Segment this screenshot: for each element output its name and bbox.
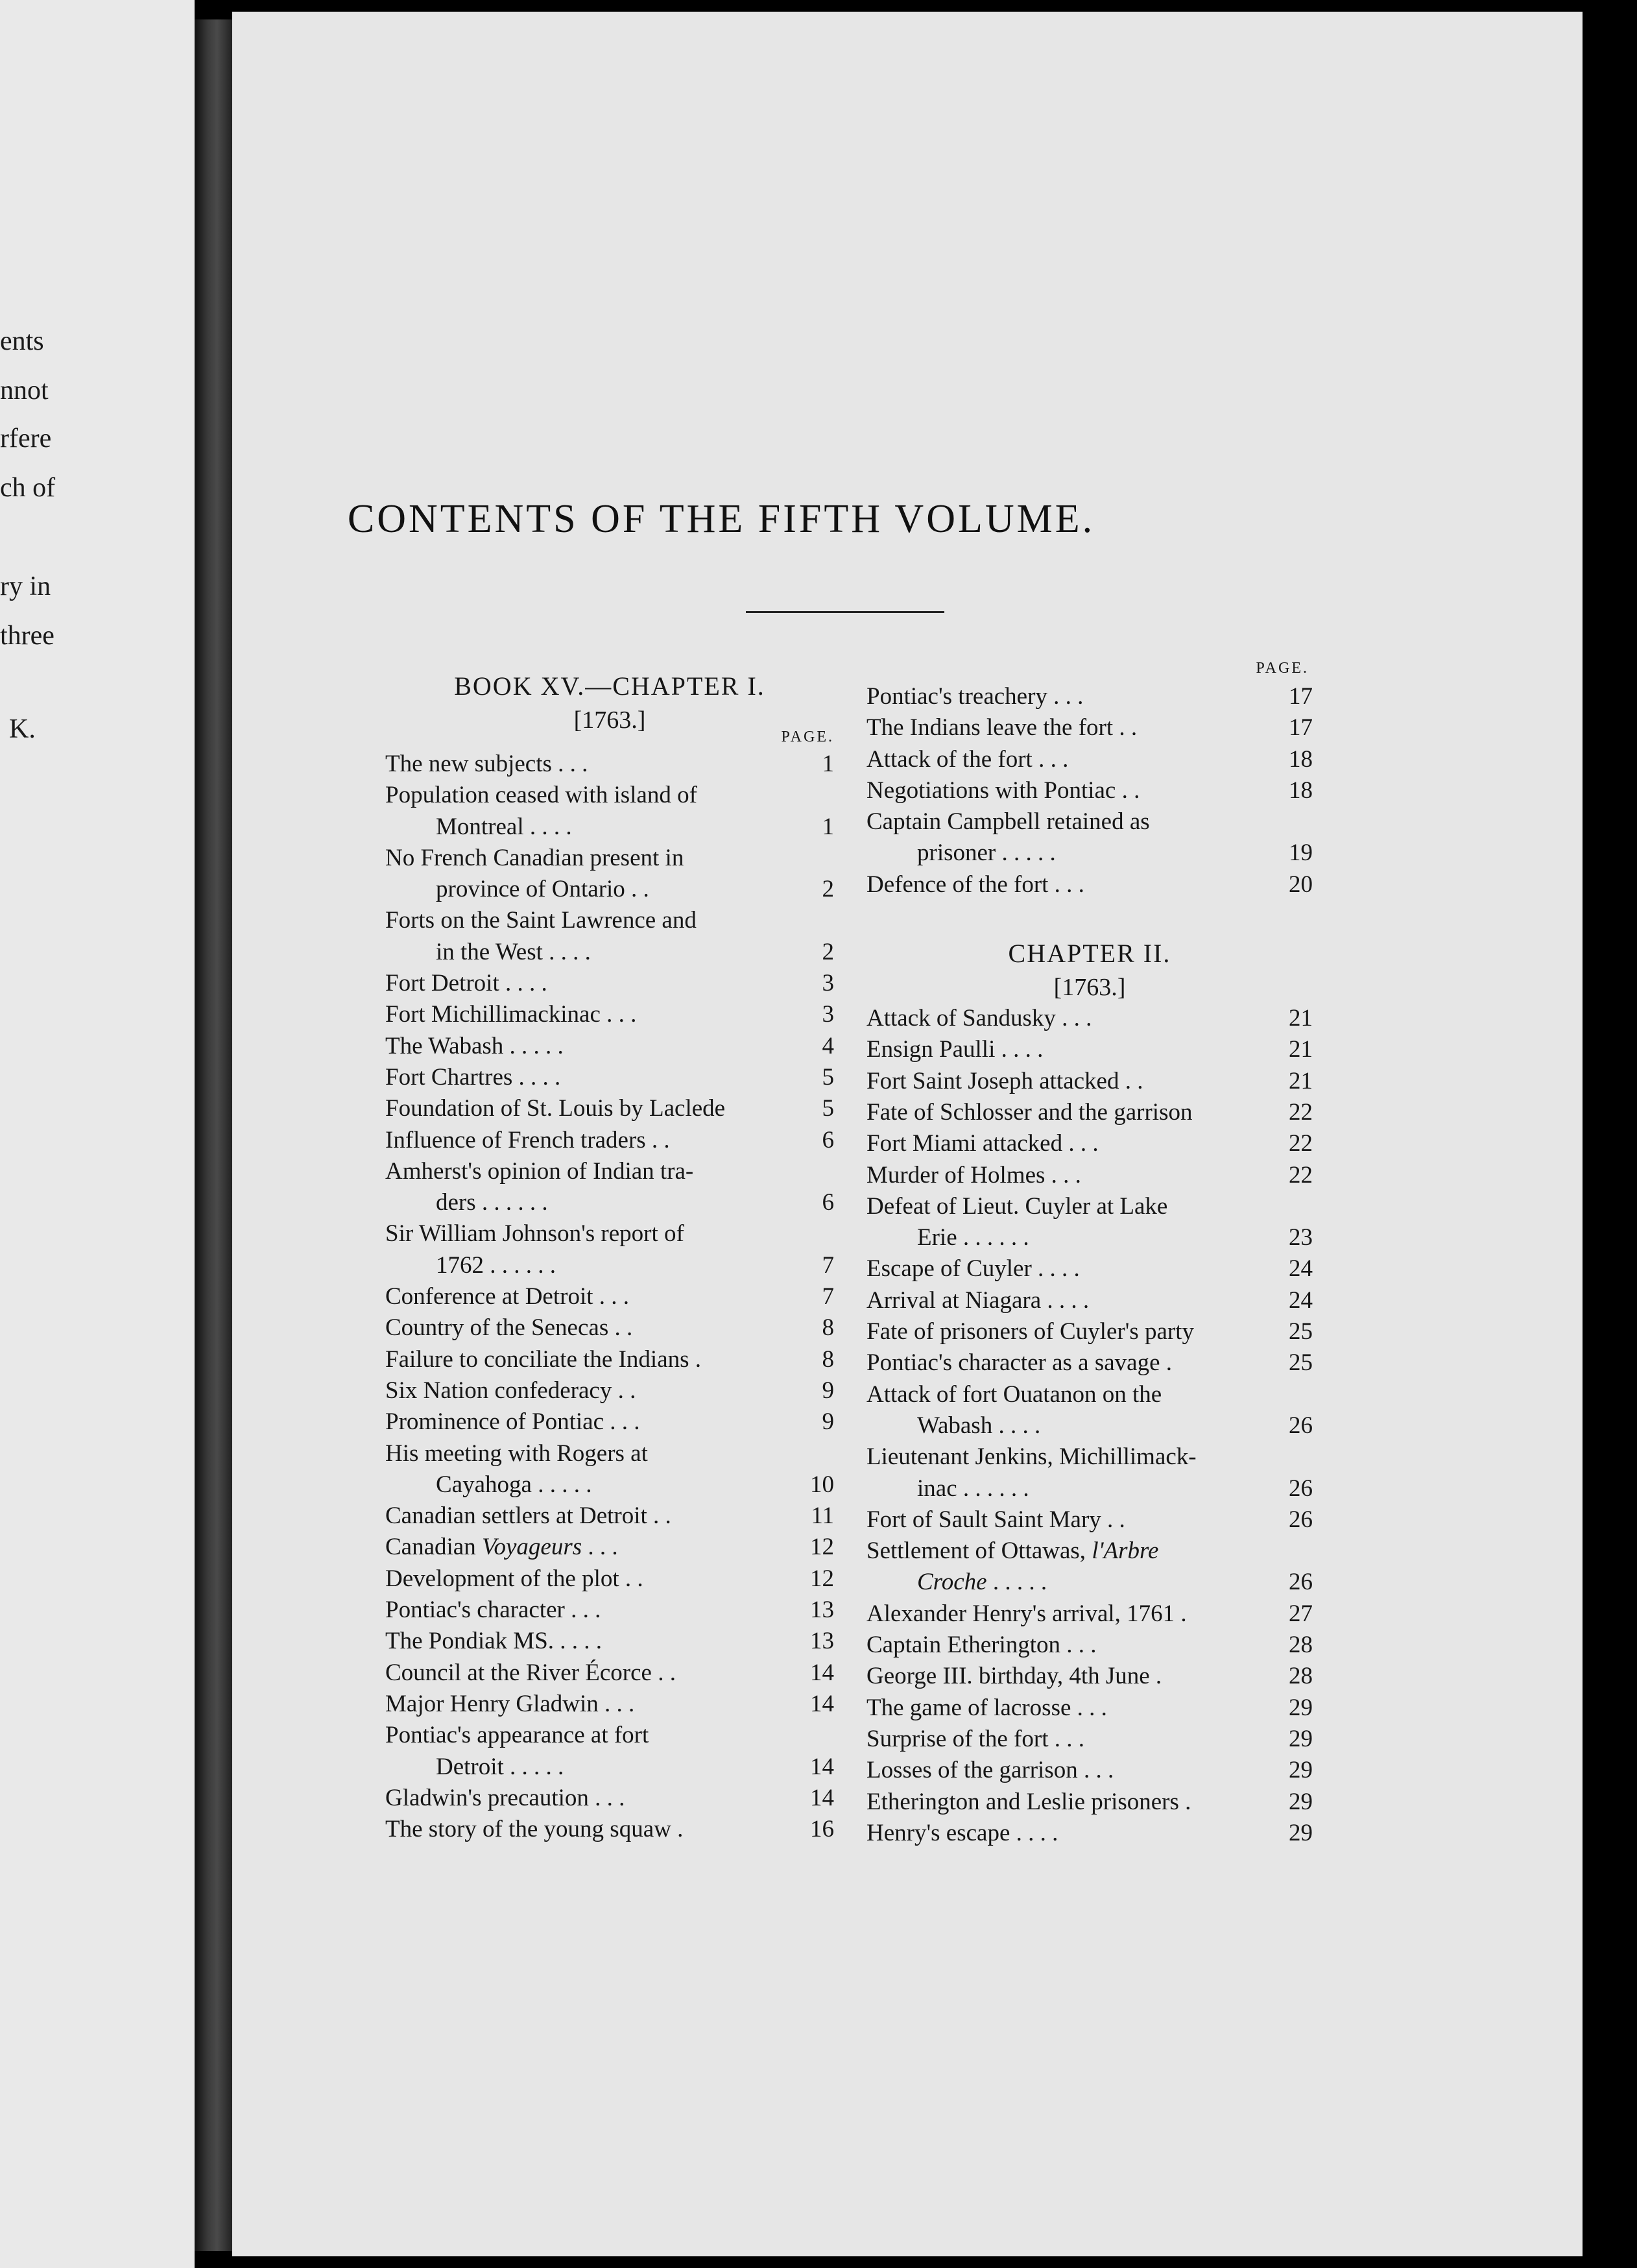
entry-title-line: Fort Detroit . . . . [385,970,547,997]
facing-page-fragment: ry in [0,572,51,601]
entry-title-line: Major Henry Gladwin . . . [385,1690,635,1717]
entry-page-number: 22 [1289,1098,1313,1126]
contents-entry [866,1630,1313,1661]
contents-entry [866,1066,1313,1097]
entry-page-number: 13 [810,1628,834,1655]
contents-entry [385,1814,834,1845]
entry-title-line: Ensign Paulli . . . . [866,1036,1044,1063]
entry-title-line: Amherst's opinion of Indian tra- [385,1157,694,1185]
entry-title-line: Fort Chartres . . . . [385,1063,561,1091]
facing-page-fragment: nnot [0,376,49,405]
chapter-heading: CHAPTER II. [1008,939,1171,969]
entry-page-number: 24 [1289,1286,1313,1314]
entry-page-number: 27 [1289,1600,1313,1627]
entry-title-line: Henry's escape . . . . [866,1819,1058,1846]
entry-page-number: 16 [810,1816,834,1843]
entry-title-line: Fate of Schlosser and the garrison [866,1098,1193,1126]
entry-title-line: Cayahoga . . . . . [436,1471,592,1498]
entry-title-line: ders . . . . . . [436,1189,548,1216]
contents-entry [385,968,834,999]
entry-title-line: Losses of the garrison . . . [866,1757,1114,1784]
entry-title-line: Detroit . . . . . [436,1753,564,1780]
entry-page-number: 20 [1289,871,1313,898]
contents-entry [385,1658,834,1689]
entry-page-number: 26 [1289,1475,1313,1502]
entry-page-number: 12 [810,1534,834,1561]
contents-entry [866,1598,1313,1630]
entry-page-number: 9 [822,1408,834,1436]
entry-page-number: 1 [822,813,834,840]
entry-page-number: 25 [1289,1349,1313,1377]
entry-page-number: 23 [1289,1224,1313,1251]
entry-page-number: 13 [810,1597,834,1624]
entry-title-line: inac . . . . . . [917,1475,1029,1502]
entry-title-line: Erie . . . . . . [917,1224,1029,1251]
entry-page-number: 10 [810,1471,834,1498]
page-column-label: PAGE. [1256,660,1309,677]
entry-title-line: Sir William Johnson's report of [385,1220,684,1248]
entry-title-line: Development of the plot . . [385,1565,643,1592]
entry-title-line: Pontiac's appearance at fort [385,1722,649,1749]
facing-page-fragment: ents [0,326,44,356]
entry-title-line: Population ceased with island of [385,782,697,809]
contents-entry [385,1595,834,1626]
entry-page-number: 26 [1289,1506,1313,1533]
entry-page-number: 7 [822,1283,834,1310]
contents-entry [866,712,1313,743]
right-contents-column [866,655,1313,1849]
contents-entry [866,1693,1313,1724]
entry-title-line: Lieutenant Jenkins, Michillimack- [866,1443,1197,1471]
entry-page-number: 29 [1289,1788,1313,1815]
entry-page-number: 26 [1289,1569,1313,1596]
entry-title-line: Defence of the fort . . . [866,871,1084,898]
contents-entry [866,1536,1313,1598]
contents-entry [866,1003,1313,1034]
entry-page-number: 8 [822,1345,834,1373]
entry-title-line: Arrival at Niagara . . . . [866,1286,1090,1314]
contents-entry [385,780,834,843]
book-spine-gutter [195,19,232,2251]
contents-entry [866,681,1313,712]
contents-entry [866,869,1313,900]
contents-entry [385,1062,834,1093]
contents-entry [866,806,1313,869]
entry-page-number: 14 [810,1753,834,1780]
entry-page-number: 1 [822,751,834,777]
contents-entry [385,1093,834,1124]
page-title: CONTENTS OF THE FIFTH VOLUME. [347,497,1095,541]
entry-title-line: Failure to conciliate the Indians . [385,1345,702,1373]
contents-entry [385,1125,834,1156]
contents-entry [385,1563,834,1595]
facing-page-fragment: three [0,621,54,651]
contents-entry [385,1783,834,1814]
contents-entry [385,1344,834,1375]
contents-entry-list [385,749,834,1845]
contents-entry [866,1097,1313,1128]
entry-title-line: The Wabash . . . . . [385,1032,564,1059]
entry-page-number: 18 [1289,745,1313,773]
entry-page-number: 14 [810,1690,834,1717]
entry-page-number: 5 [822,1063,834,1091]
title-rule [746,611,944,613]
entry-title-line: Pontiac's character . . . [385,1597,601,1624]
contents-entry [866,1442,1313,1504]
contents-entry [866,1285,1313,1316]
contents-entry [385,1626,834,1657]
entry-page-number: 22 [1289,1130,1313,1157]
entry-title-line: 1762 . . . . . . [436,1251,556,1279]
entry-title-line: No French Canadian present in [385,844,684,871]
facing-page-fragment: rfere [0,424,52,453]
entry-page-number: 8 [822,1314,834,1342]
entry-title-line: Montreal . . . . [436,813,572,840]
contents-entry [385,905,834,968]
entry-title-line: Fort Miami attacked . . . [866,1130,1099,1157]
entry-page-number: 28 [1289,1663,1313,1690]
entry-page-number: 24 [1289,1255,1313,1283]
entry-title-line: His meeting with Rogers at [385,1440,648,1467]
entry-page-number: 19 [1289,839,1313,867]
contents-entry [385,1689,834,1720]
entry-title-line: Escape of Cuyler . . . . [866,1255,1080,1283]
contents-entry [866,1316,1313,1347]
entry-title-line: The Indians leave the fort . . [866,714,1138,742]
entry-title-line: Attack of Sandusky . . . [866,1005,1092,1032]
chapter-year: [1763.] [1053,974,1126,1002]
contents-entry [866,1160,1313,1191]
contents-entry-list [866,1003,1313,1849]
entry-title-line: Influence of French traders . . [385,1126,670,1153]
contents-entry [866,1191,1313,1254]
contents-entry [866,1787,1313,1818]
entry-page-number: 6 [822,1189,834,1216]
entry-title-line: Fate of prisoners of Cuyler's party [866,1318,1195,1345]
entry-title-line: The new subjects . . . [385,751,588,777]
contents-entry [385,1156,834,1219]
entry-page-number: 17 [1289,714,1313,742]
entry-page-number: 11 [811,1502,834,1530]
contents-entry [385,1031,834,1062]
entry-title-line: Etherington and Leslie prisoners . [866,1788,1191,1815]
left-contents-column [385,668,834,1845]
entry-title-line: Council at the River Écorce . . [385,1659,676,1686]
entry-title-line: Fort Saint Joseph attacked . . [866,1067,1143,1094]
entry-title-line: Pontiac's treachery . . . [866,683,1084,710]
contents-entry [866,775,1313,806]
entry-title-line: The Pondiak MS. . . . . [385,1628,603,1655]
contents-entry [866,1755,1313,1786]
facing-page [0,0,195,2268]
contents-entry [866,1724,1313,1755]
contents-entry [866,744,1313,775]
contents-entry [385,843,834,906]
entry-page-number: 4 [822,1032,834,1059]
entry-title-line: Defeat of Lieut. Cuyler at Lake [866,1192,1168,1220]
entry-page-number: 9 [822,1377,834,1404]
entry-title-line: Six Nation confederacy . . [385,1377,636,1404]
entry-title-line: Croche . . . . . [917,1569,1047,1596]
entry-page-number: 21 [1289,1005,1313,1032]
contents-entry [385,1532,834,1563]
entry-title-line: Fort of Sault Saint Mary . . [866,1506,1125,1533]
entry-title-line: province of Ontario . . [436,876,649,903]
entry-title-line: prisoner . . . . . [917,839,1056,867]
entry-title-line: Conference at Detroit . . . [385,1283,630,1310]
entry-title-line: Prominence of Pontiac . . . [385,1408,640,1436]
entry-title-line: Gladwin's precaution . . . [385,1784,625,1811]
contents-entry [385,1720,834,1783]
entry-page-number: 26 [1289,1412,1313,1439]
entry-page-number: 3 [822,970,834,997]
contents-entry [385,1281,834,1312]
book-heading: BOOK XV.—CHAPTER I. [454,671,765,701]
entry-page-number: 18 [1289,777,1313,804]
entry-title-line: Forts on the Saint Lawrence and [385,907,697,934]
entry-page-number: 25 [1289,1318,1313,1345]
contents-entry [385,1375,834,1406]
entry-page-number: 21 [1289,1067,1313,1094]
entry-page-number: 17 [1289,683,1313,710]
entry-title-line: Foundation of St. Louis by Laclede [385,1095,726,1122]
contents-entry [385,1406,834,1438]
facing-page-fragment: K. [9,714,36,744]
entry-title-line: Country of the Senecas . . [385,1314,633,1342]
contents-entry [385,1501,834,1532]
contents-entry [385,749,834,780]
entry-page-number: 29 [1289,1725,1313,1752]
page-column-label: PAGE. [781,729,834,745]
chapter-year: [1763.] [573,706,646,734]
entry-page-number: 22 [1289,1161,1313,1188]
entry-title-line: Negotiations with Pontiac . . [866,777,1140,804]
entry-title-line: Captain Etherington . . . [866,1632,1097,1659]
entry-page-number: 2 [822,876,834,903]
contents-entry [385,999,834,1030]
contents-entry [866,1818,1313,1849]
contents-entry-list [866,681,1313,900]
entry-page-number: 3 [822,1001,834,1028]
contents-entry [385,1312,834,1344]
contents-entry [866,1379,1313,1442]
entry-title-line: Surprise of the fort . . . [866,1725,1085,1752]
entry-title-line: Attack of fort Ouatanon on the [866,1381,1162,1408]
contents-entry [385,1218,834,1281]
entry-title-line: Pontiac's character as a savage . [866,1349,1172,1377]
facing-page-fragment: ch of [0,473,56,503]
contents-entry [866,1253,1313,1285]
entry-title-line: George III. birthday, 4th June . [866,1663,1162,1690]
entry-title-line: Canadian settlers at Detroit . . [385,1502,671,1530]
entry-page-number: 6 [822,1126,834,1153]
entry-page-number: 29 [1289,1819,1313,1846]
contents-entry [866,1347,1313,1379]
contents-entry [866,1034,1313,1065]
entry-title-line: Murder of Holmes . . . [866,1161,1081,1188]
entry-title-line: Captain Campbell retained as [866,808,1150,836]
contents-entry [866,1661,1313,1692]
entry-title-line: Wabash . . . . [917,1412,1041,1439]
entry-page-number: 7 [822,1251,834,1279]
entry-title-line: Canadian Voyageurs . . . [385,1534,618,1561]
entry-page-number: 12 [810,1565,834,1592]
entry-page-number: 14 [810,1659,834,1686]
entry-page-number: 29 [1289,1757,1313,1784]
entry-page-number: 2 [822,938,834,965]
entry-page-number: 29 [1289,1694,1313,1721]
entry-title-line: Attack of the fort . . . [866,745,1069,773]
entry-title-line: in the West . . . . [436,938,591,965]
entry-page-number: 28 [1289,1632,1313,1659]
entry-page-number: 5 [822,1095,834,1122]
entry-page-number: 14 [810,1784,834,1811]
entry-title-line: Settlement of Ottawas, l'Arbre [866,1538,1159,1565]
entry-title-line: Alexander Henry's arrival, 1761 . [866,1600,1187,1627]
entry-page-number: 21 [1289,1036,1313,1063]
contents-entry [385,1438,834,1501]
contents-entry [866,1504,1313,1536]
entry-title-line: Fort Michillimackinac . . . [385,1001,637,1028]
entry-title-line: The game of lacrosse . . . [866,1694,1107,1721]
entry-title-line: The story of the young squaw . [385,1816,684,1843]
contents-entry [866,1128,1313,1159]
